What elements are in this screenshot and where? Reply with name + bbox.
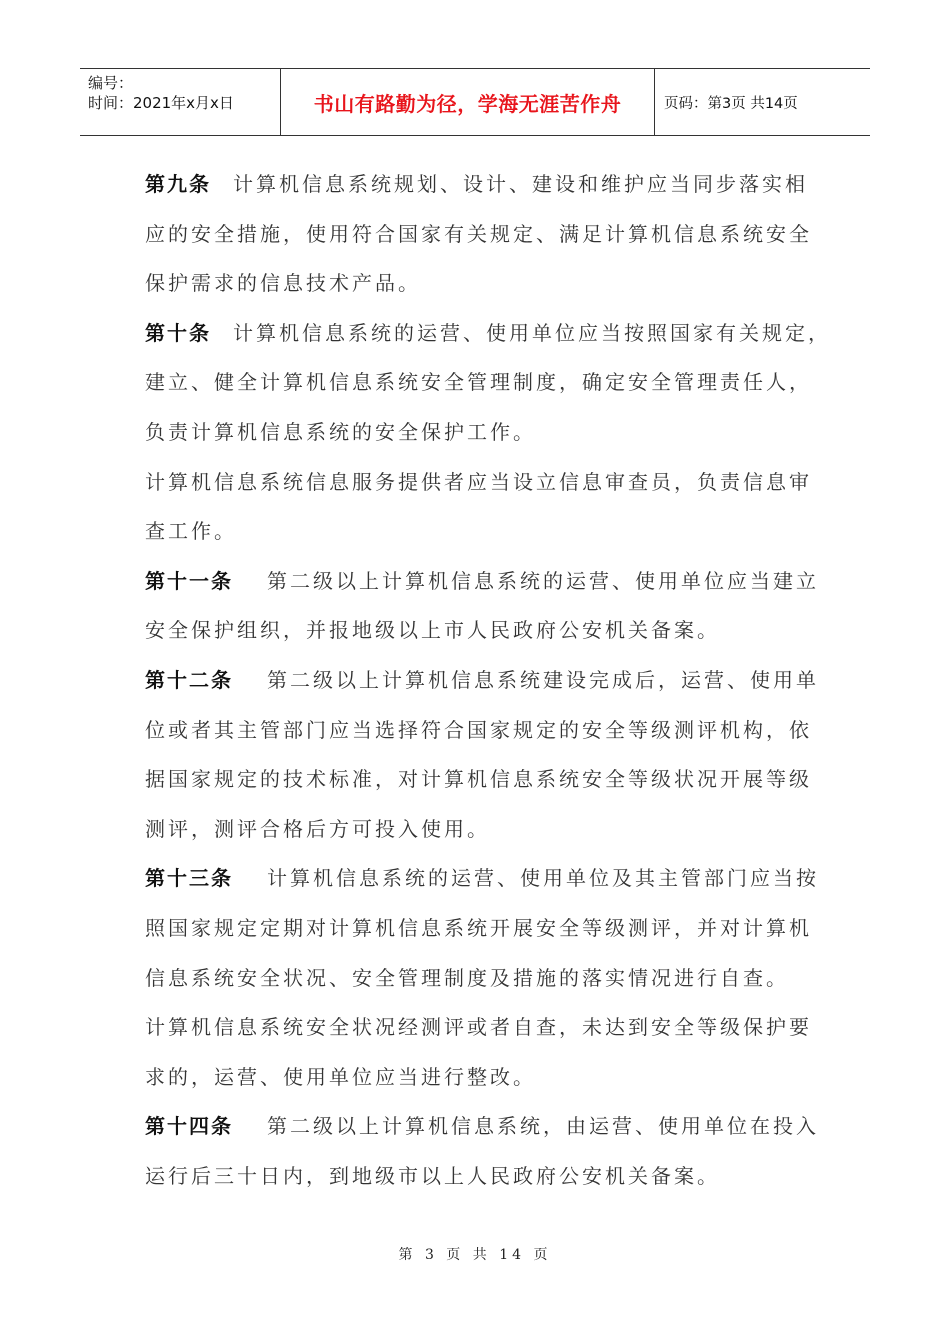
body-line	[145, 1003, 825, 1053]
body-line	[145, 160, 825, 210]
body-line	[145, 1102, 825, 1152]
body-text: 照国家规定定期对计算机信息系统开展安全等级测评，并对计算机	[145, 915, 812, 940]
body-line	[145, 606, 825, 656]
page-header	[80, 68, 870, 136]
body-line	[145, 904, 825, 954]
body-text: 计算机信息系统信息服务提供者应当设立信息审查员，负责信息审	[145, 469, 812, 494]
body-line	[145, 1152, 825, 1202]
body-text: 运行后三十日内，到地级市以上人民政府公安机关备案。	[145, 1163, 720, 1188]
body-text: 保护需求的信息技术产品。	[145, 271, 421, 296]
body-text: 计算机信息系统规划、设计、建设和维护应当同步落实相	[233, 172, 808, 196]
article-heading: 第十一条	[145, 568, 233, 593]
article-heading: 第九条	[145, 172, 211, 196]
body-line	[145, 458, 825, 508]
header-motto-cell	[281, 69, 655, 135]
body-line	[145, 309, 831, 359]
body-text: 安全保护组织，并报地级以上市人民政府公安机关备案。	[145, 618, 720, 643]
header-page-number: 页码：第3页 共14页	[664, 95, 798, 112]
article-heading: 第十四条	[145, 1114, 233, 1139]
body-line	[145, 1053, 825, 1103]
body-text: 应的安全措施，使用符合国家有关规定、满足计算机信息系统安全	[145, 221, 812, 246]
body-line	[145, 408, 825, 458]
body-text: 位或者其主管部门应当选择符合国家规定的安全等级测评机构，依	[145, 717, 812, 742]
body-line	[145, 706, 825, 756]
body-line	[145, 557, 825, 607]
body-line	[145, 656, 825, 706]
body-text: 据国家规定的技术标准，对计算机信息系统安全等级状况开展等级	[145, 767, 812, 792]
body-text: 测评，测评合格后方可投入使用。	[145, 816, 490, 841]
article-heading: 第十三条	[145, 866, 233, 891]
body-line	[145, 507, 825, 557]
body-text: 计算机信息系统的运营、使用单位应当按照国家有关规定，	[233, 320, 831, 345]
body-text: 计算机信息系统安全状况经测评或者自查，未达到安全等级保护要	[145, 1015, 812, 1040]
header-info	[80, 69, 281, 135]
body-text: 负责计算机信息系统的安全保护工作。	[145, 419, 536, 444]
article-heading: 第十条	[145, 320, 211, 345]
body-line	[145, 755, 825, 805]
body-text: 第二级以上计算机信息系统建设完成后，运营、使用单	[267, 667, 819, 692]
body-text: 第二级以上计算机信息系统，由运营、使用单位在投入	[267, 1114, 819, 1139]
body-text: 查工作。	[145, 519, 237, 544]
body-text: 求的，运营、使用单位应当进行整改。	[145, 1064, 536, 1089]
body-line	[145, 954, 825, 1004]
document-number-label: 编号：	[88, 74, 134, 92]
body-line	[145, 805, 825, 855]
body-text: 建立、健全计算机信息系统安全管理制度，确定安全管理责任人，	[145, 370, 812, 395]
body-line	[145, 854, 825, 904]
body-text: 第二级以上计算机信息系统的运营、使用单位应当建立	[267, 568, 819, 593]
document-body	[145, 160, 831, 1201]
header-page-cell	[655, 69, 870, 135]
document-date-label: 时间：2021年x月x日	[88, 94, 234, 112]
body-line	[145, 259, 825, 309]
body-text: 计算机信息系统的运营、使用单位及其主管部门应当按	[267, 866, 819, 891]
body-line	[145, 210, 825, 260]
article-heading: 第十二条	[145, 667, 233, 692]
body-line	[145, 358, 825, 408]
header-motto: 书山有路勤为径，学海无涯苦作舟	[313, 91, 622, 116]
body-text: 信息系统安全状况、安全管理制度及措施的落实情况进行自查。	[145, 965, 789, 990]
page-footer: 第 3 页 共 14 页	[398, 1247, 552, 1263]
